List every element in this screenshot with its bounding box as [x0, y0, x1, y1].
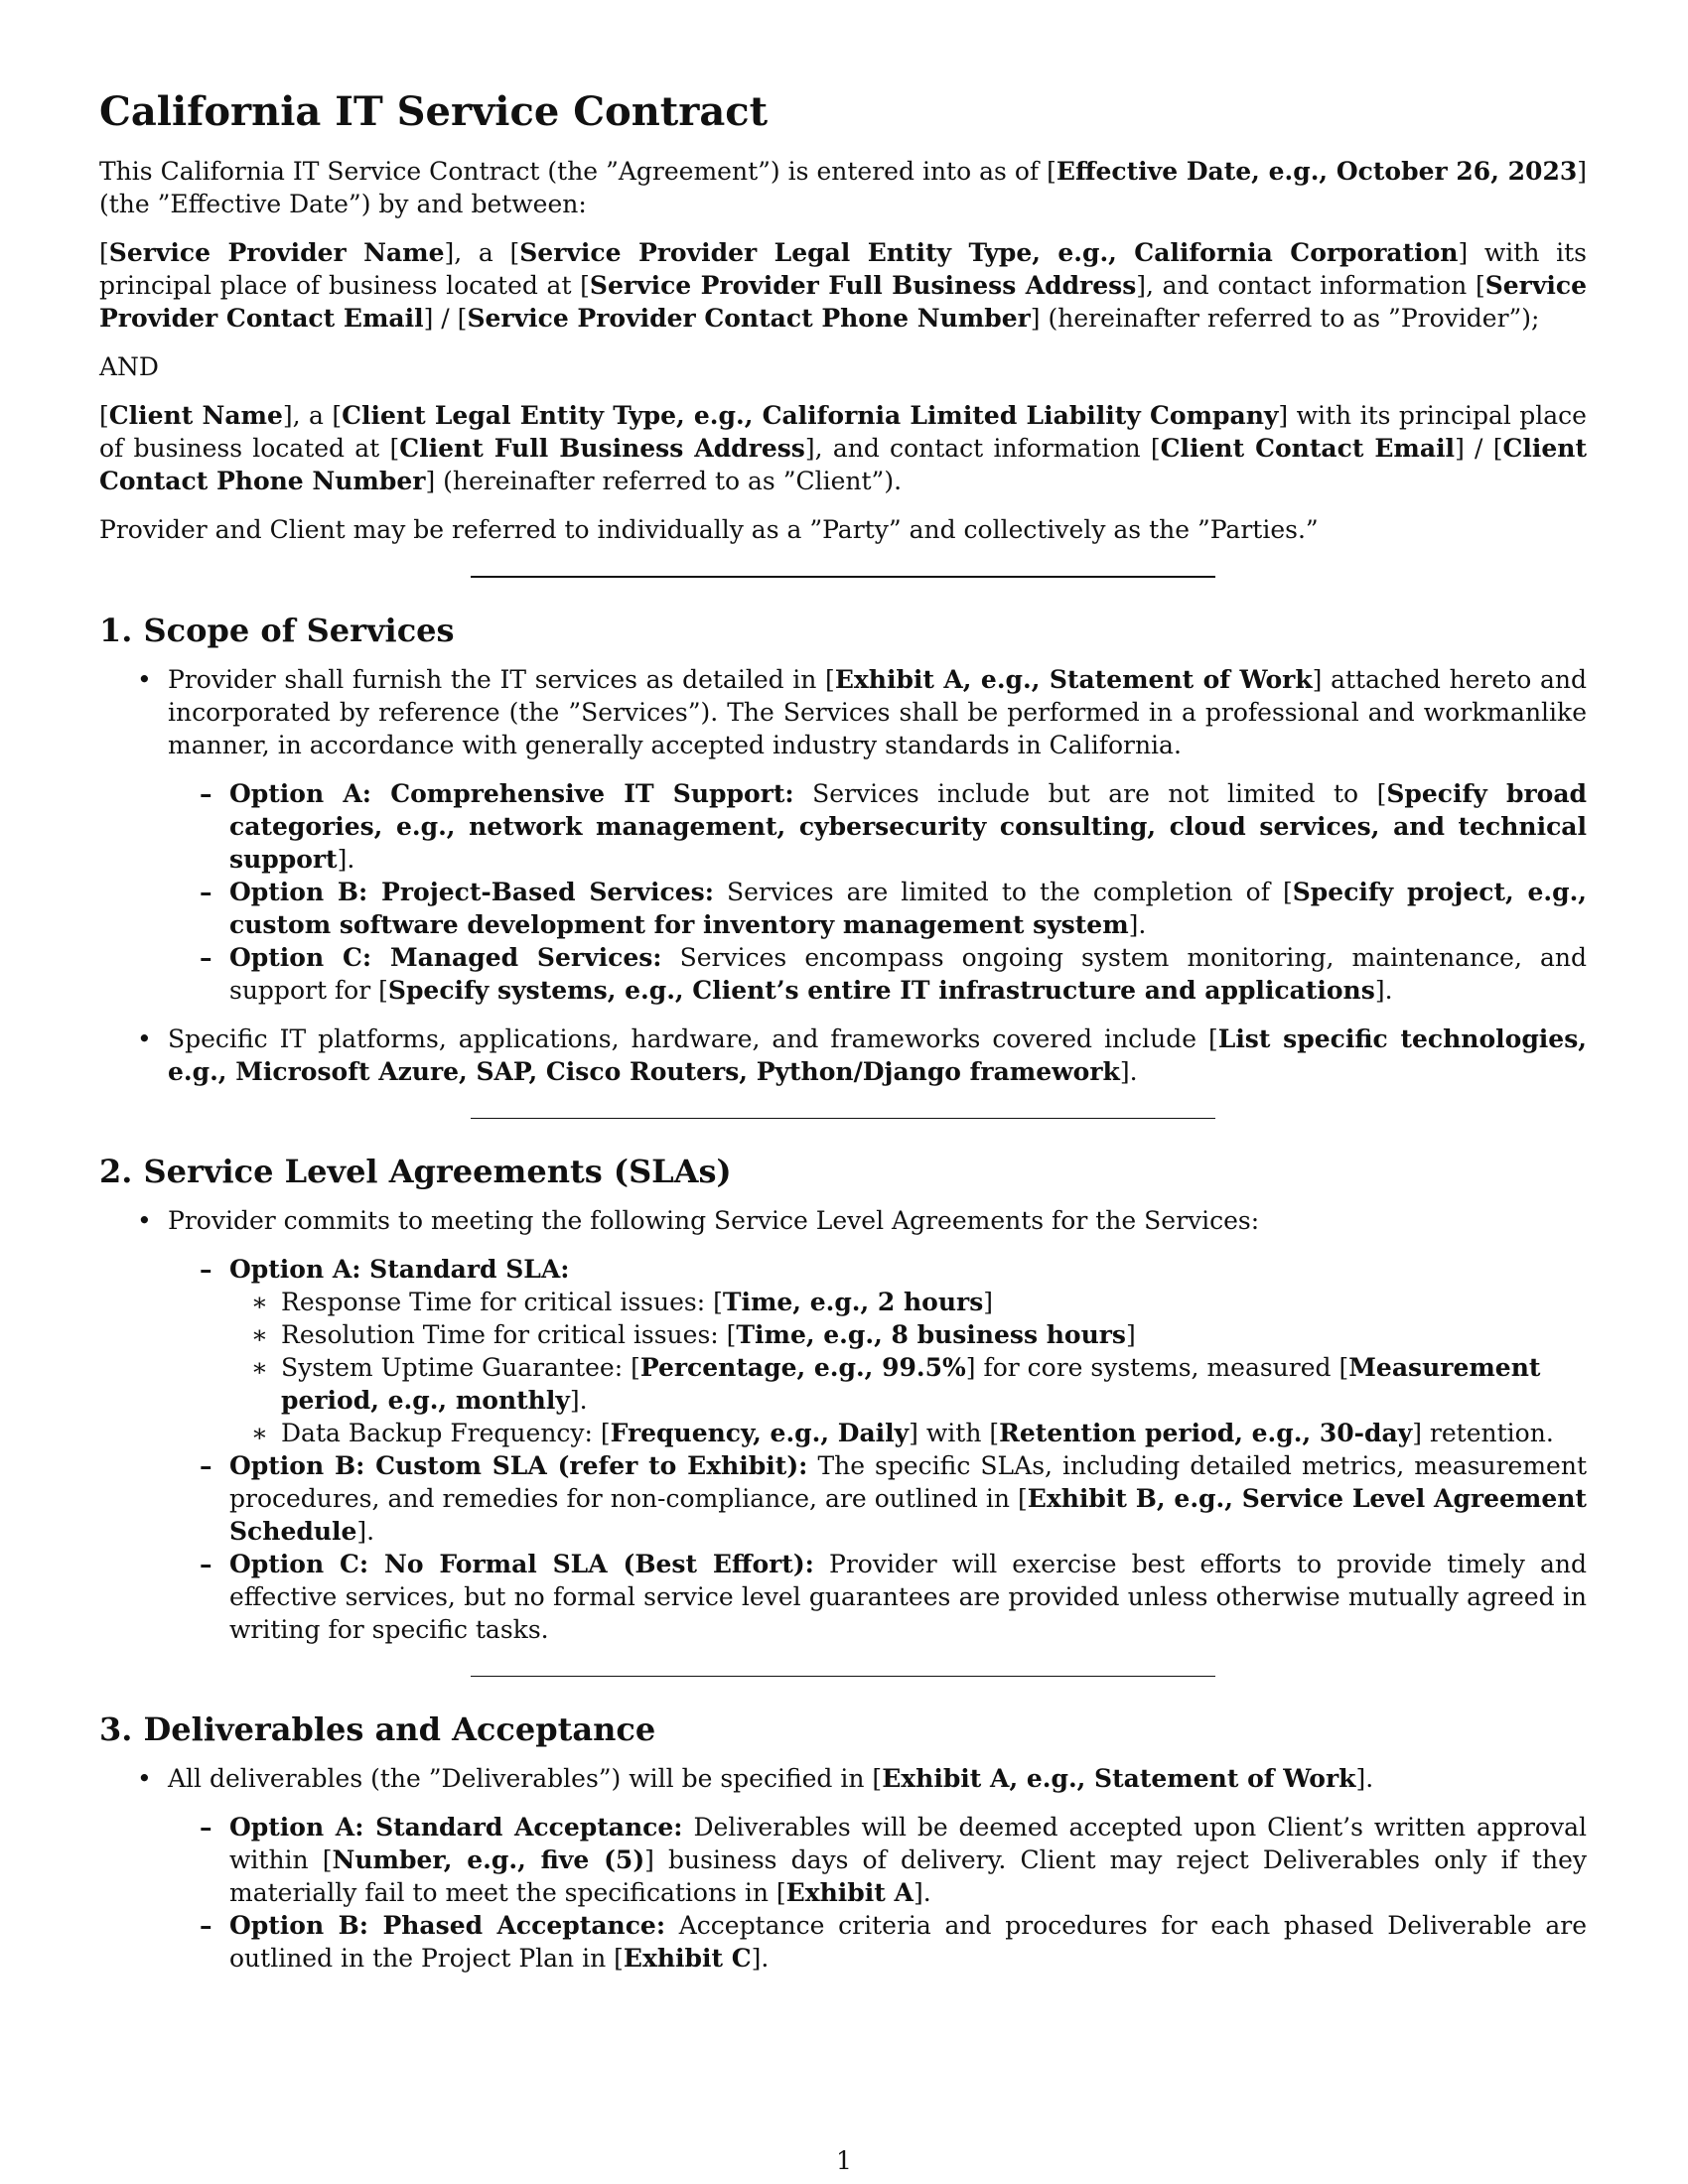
list-item: – Option B: Project-Based Services: Services are limited to the completion of [Specify project, e.g., custom software development for inventory management system].	[168, 876, 1587, 941]
list-item: – Option C: Managed Services: Services encompass ongoing system monitoring, maintenance, and support for [Specify systems, e.g., Client’s entire IT infrastructure and applications].	[168, 941, 1587, 1007]
divider	[471, 1118, 1215, 1119]
list-item: – Option A: Standard Acceptance: Deliverables will be deemed accepted upon Client’s written approval within [Number, e.g., five (5)] business days of delivery. Client may reject Deliverables only if they materially fail to meet the specifications in [Exhibit A].	[168, 1811, 1587, 1909]
list-item: – Option B: Phased Acceptance: Acceptance criteria and procedures for each phased Deliverable are outlined in the Project Plan in [Exhibit C].	[168, 1909, 1587, 1975]
page-number: 1	[836, 2146, 852, 2175]
list-item: • Specific IT platforms, applications, hardware, and frameworks covered include [List specific technologies, e.g., Microsoft Azure, SAP, Cisco Routers, Python/Django framework].	[99, 1023, 1587, 1088]
section-1-heading: 1. Scope of Services	[99, 612, 455, 649]
sla-list	[229, 1286, 1587, 1449]
section-3-heading: 3. Deliverables and Acceptance	[99, 1710, 656, 1748]
parties-paragraph: Provider and Client may be referred to individually as a ”Party” and collectively as the ”Parties.”	[99, 515, 1319, 544]
list-item: – Option A: Comprehensive IT Support: Services include but are not limited to [Specify broad categories, e.g., network management, cybersecurity consulting, cloud services, and technical support].	[168, 777, 1587, 876]
section-1-list	[99, 663, 1587, 1088]
list-item: • Provider commits to meeting the following Service Level Agreements for the Services: – Option A: Standard SLA: ∗ Response Time for critical issues: [Time, e.g., 2 hours] ∗ Resolution Time for critical issues: [Time, e.g., 8 business hours] ∗ System Uptime Guarantee: [Percentage, e.g., 99.5%] for core systems, measured [Measurement period, e.g., monthly]. ∗ Data Backup Frequency: [Frequency, e.g., Daily] with [Retention period, e.g., 30-day] retention. – Option B: Custom SLA (refer to Exhibit): The specific SLAs, including detailed metrics, measurement procedures, and remedies for non-compliance, are outlined in [Exhibit B, e.g., Service Level Agreement Schedule]. – Option C: No Formal SLA (Best Effort): Provider will exercise best efforts to provide timely and effective services, but no formal service level guarantees are provided unless otherwise mutually agreed in writing for specific tasks.	[99, 1204, 1587, 1646]
list-item: • All deliverables (the ”Deliverables”) will be specified in [Exhibit A, e.g., Statement of Work]. – Option A: Standard Acceptance: Deliverables will be deemed accepted upon Client’s written approval within [Number, e.g., five (5)] business days of delivery. Client may reject Deliverables only if they materially fail to meet the specifications in [Exhibit A]. – Option B: Phased Acceptance: Acceptance criteria and procedures for each phased Deliverable are outlined in the Project Plan in [Exhibit C].	[99, 1762, 1587, 1975]
client-paragraph: [Client Name], a [Client Legal Entity Type, e.g., California Limited Liability Company] with its principal place of business located at [Client Full Business Address], and contact information [Client Contact Email] / [Client Contact Phone Number] (hereinafter referred to as ”Client”).	[99, 401, 1587, 495]
section-3-list	[99, 1762, 1587, 1975]
list-item: ∗ System Uptime Guarantee: [Percentage, e.g., 99.5%] for core systems, measured [Measurement period, e.g., monthly].	[229, 1351, 1587, 1417]
divider	[471, 1676, 1215, 1677]
document-title: California IT Service Contract	[99, 88, 769, 135]
section-2-list	[99, 1204, 1587, 1646]
list-item: ∗ Resolution Time for critical issues: [Time, e.g., 8 business hours]	[229, 1318, 1587, 1351]
list-item: ∗ Data Backup Frequency: [Frequency, e.g., Daily] with [Retention period, e.g., 30-day] retention.	[229, 1417, 1587, 1449]
option-list	[168, 1253, 1587, 1646]
divider	[471, 576, 1215, 578]
section-2-heading: 2. Service Level Agreements (SLAs)	[99, 1153, 732, 1190]
and-line: AND	[99, 352, 159, 381]
provider-paragraph: [Service Provider Name], a [Service Provider Legal Entity Type, e.g., California Corporation] with its principal place of business located at [Service Provider Full Business Address], and contact information [Service Provider Contact Email] / [Service Provider Contact Phone Number] (hereinafter referred to as ”Provider”);	[99, 238, 1587, 333]
option-list	[168, 1811, 1587, 1975]
intro-paragraph: This California IT Service Contract (the ”Agreement”) is entered into as of [Effective Date, e.g., October 26, 2023] (the ”Effective Date”) by and between:	[99, 157, 1587, 218]
list-item: – Option B: Custom SLA (refer to Exhibit): The specific SLAs, including detailed metrics, measurement procedures, and remedies for non-compliance, are outlined in [Exhibit B, e.g., Service Level Agreement Schedule].	[168, 1449, 1587, 1548]
list-item: – Option C: No Formal SLA (Best Effort): Provider will exercise best efforts to provide timely and effective services, but no formal service level guarantees are provided unless otherwise mutually agreed in writing for specific tasks.	[168, 1548, 1587, 1646]
option-list	[168, 777, 1587, 1007]
list-item: – Option A: Standard SLA: ∗ Response Time for critical issues: [Time, e.g., 2 hours] ∗ Resolution Time for critical issues: [Time, e.g., 8 business hours] ∗ System Uptime Guarantee: [Percentage, e.g., 99.5%] for core systems, measured [Measurement period, e.g., monthly]. ∗ Data Backup Frequency: [Frequency, e.g., Daily] with [Retention period, e.g., 30-day] retention.	[168, 1253, 1587, 1449]
list-item: ∗ Response Time for critical issues: [Time, e.g., 2 hours]	[229, 1286, 1587, 1318]
contract-page	[99, 87, 1587, 1990]
list-item: • Provider shall furnish the IT services as detailed in [Exhibit A, e.g., Statement of Work] attached hereto and incorporated by reference (the ”Services”). The Services shall be performed in a professional and workmanlike manner, in accordance with generally accepted industry standards in California. – Option A: Comprehensive IT Support: Services include but are not limited to [Specify broad categories, e.g., network management, cybersecurity consulting, cloud services, and technical support]. – Option B: Project-Based Services: Services are limited to the completion of [Specify project, e.g., custom software development for inventory management system]. – Option C: Managed Services: Services encompass ongoing system monitoring, maintenance, and support for [Specify systems, e.g., Client’s entire IT infrastructure and applications].	[99, 663, 1587, 1007]
